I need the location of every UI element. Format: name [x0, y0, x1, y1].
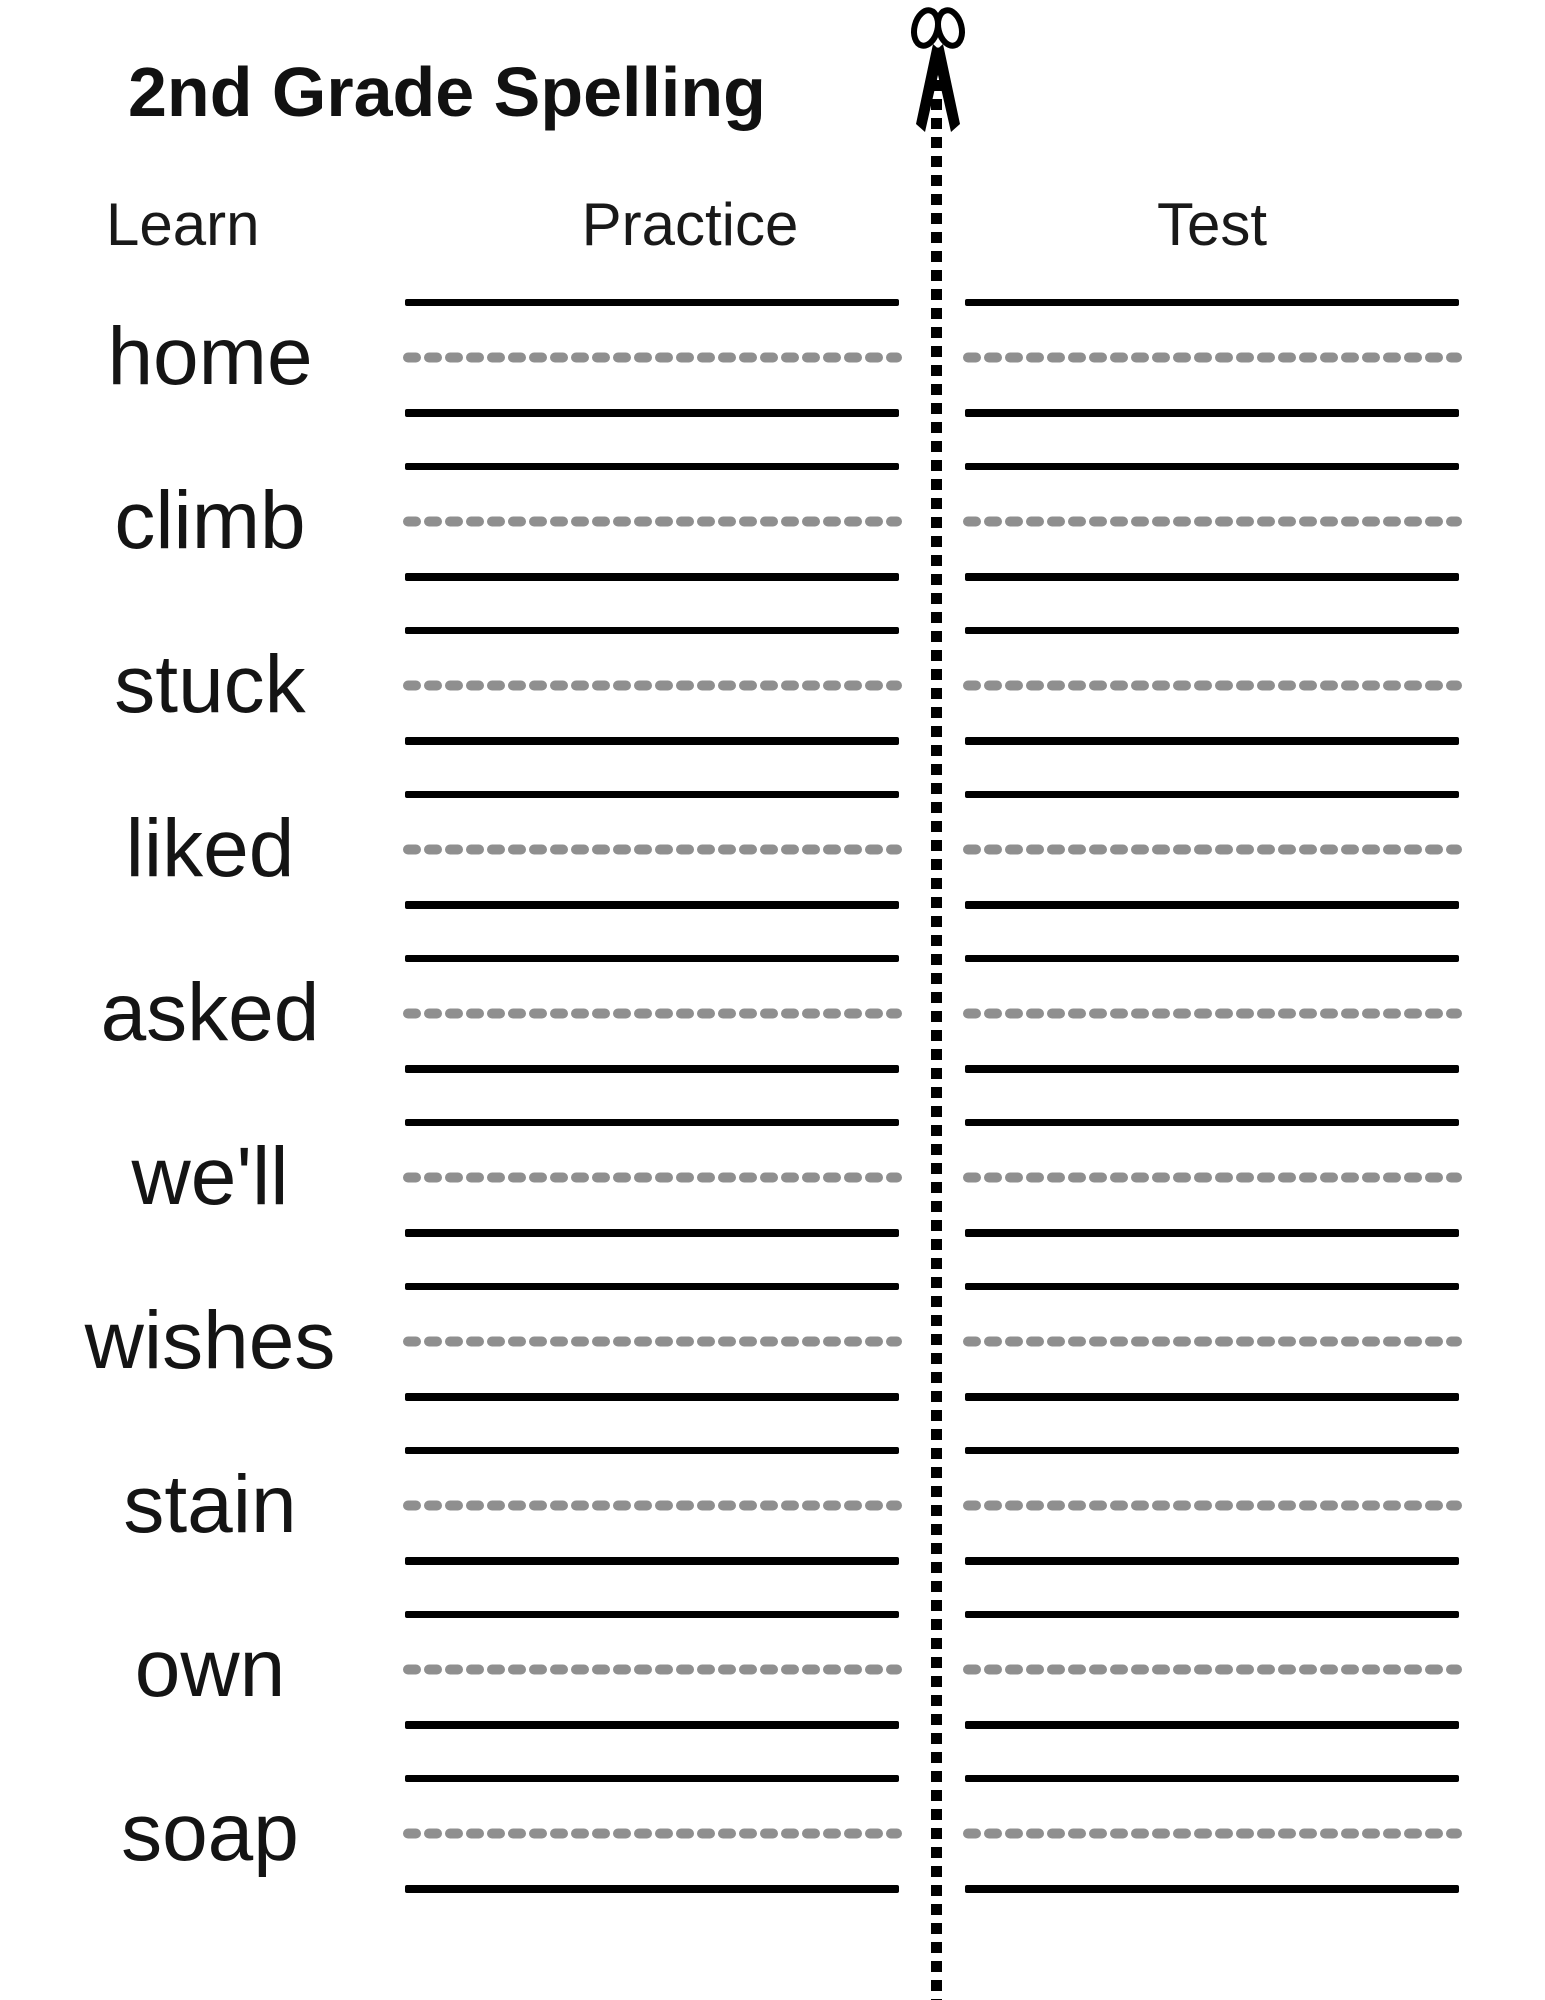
writing-line-bottom — [965, 1393, 1459, 1401]
writing-line-bottom — [965, 573, 1459, 581]
writing-guide-dashed-line — [962, 1828, 1463, 1839]
writing-guide-dashed-line — [402, 1828, 903, 1839]
writing-line-bottom — [405, 1065, 899, 1073]
spelling-word: home — [107, 311, 313, 402]
writing-guide-dashed-line — [402, 844, 903, 855]
column-header-test: Test — [1156, 191, 1268, 258]
writing-line-top — [965, 1775, 1459, 1782]
writing-line-bottom — [965, 1721, 1459, 1729]
writing-line-bottom — [965, 901, 1459, 909]
writing-guide-dashed-line — [962, 352, 1463, 363]
test-writing-lines — [962, 1775, 1463, 1893]
page-title: 2nd Grade Spelling — [128, 53, 766, 131]
word-row — [0, 1775, 1545, 1895]
writing-line-bottom — [965, 1885, 1459, 1893]
test-writing-lines — [962, 955, 1463, 1073]
writing-guide-dashed-line — [402, 352, 903, 363]
writing-line-bottom — [965, 1229, 1459, 1237]
writing-guide-dashed-line — [402, 1172, 903, 1183]
test-writing-lines — [962, 1119, 1463, 1237]
word-row — [0, 1611, 1545, 1731]
writing-line-top — [965, 955, 1459, 962]
writing-guide-dashed-line — [402, 516, 903, 527]
practice-writing-lines — [402, 1283, 903, 1401]
spelling-word: asked — [100, 967, 320, 1058]
writing-line-bottom — [405, 1557, 899, 1565]
scissors-icon — [909, 6, 967, 134]
writing-guide-dashed-line — [962, 516, 1463, 527]
writing-line-bottom — [405, 901, 899, 909]
writing-guide-dashed-line — [962, 1172, 1463, 1183]
writing-line-bottom — [405, 737, 899, 745]
writing-line-top — [965, 1611, 1459, 1618]
writing-guide-dashed-line — [962, 1664, 1463, 1675]
writing-line-top — [965, 791, 1459, 798]
writing-line-top — [405, 791, 899, 798]
word-row — [0, 1119, 1545, 1239]
practice-writing-lines — [402, 1447, 903, 1565]
writing-line-bottom — [405, 1885, 899, 1893]
practice-writing-lines — [402, 1611, 903, 1729]
test-writing-lines — [962, 791, 1463, 909]
test-writing-lines — [962, 463, 1463, 581]
writing-line-top — [405, 463, 899, 470]
writing-line-top — [405, 1283, 899, 1290]
column-header-learn: Learn — [106, 191, 260, 258]
writing-line-top — [405, 1119, 899, 1126]
test-writing-lines — [962, 1611, 1463, 1729]
writing-line-bottom — [405, 409, 899, 417]
spelling-word: stain — [123, 1459, 297, 1550]
writing-guide-dashed-line — [962, 1336, 1463, 1347]
writing-guide-dashed-line — [402, 680, 903, 691]
writing-guide-dashed-line — [402, 1664, 903, 1675]
spelling-word: stuck — [114, 639, 306, 730]
writing-line-top — [405, 1447, 899, 1454]
word-row — [0, 627, 1545, 747]
practice-writing-lines — [402, 1119, 903, 1237]
spelling-word: own — [134, 1623, 286, 1714]
practice-writing-lines — [402, 1775, 903, 1893]
practice-writing-lines — [402, 463, 903, 581]
test-writing-lines — [962, 299, 1463, 417]
spelling-word: climb — [114, 475, 306, 566]
writing-line-top — [405, 1775, 899, 1782]
practice-writing-lines — [402, 299, 903, 417]
writing-line-bottom — [965, 1065, 1459, 1073]
word-row — [0, 1447, 1545, 1567]
writing-line-bottom — [405, 1721, 899, 1729]
writing-guide-dashed-line — [402, 1500, 903, 1511]
writing-guide-dashed-line — [962, 1008, 1463, 1019]
writing-line-top — [405, 299, 899, 306]
practice-writing-lines — [402, 955, 903, 1073]
writing-line-bottom — [965, 1557, 1459, 1565]
writing-guide-dashed-line — [402, 1008, 903, 1019]
writing-line-top — [965, 463, 1459, 470]
word-row — [0, 955, 1545, 1075]
word-row — [0, 299, 1545, 419]
writing-line-bottom — [965, 409, 1459, 417]
word-row — [0, 791, 1545, 911]
writing-line-top — [965, 1283, 1459, 1290]
spelling-word: soap — [121, 1787, 299, 1878]
writing-guide-dashed-line — [962, 844, 1463, 855]
writing-line-top — [405, 955, 899, 962]
test-writing-lines — [962, 1283, 1463, 1401]
writing-line-top — [965, 299, 1459, 306]
word-row — [0, 463, 1545, 583]
writing-line-top — [405, 627, 899, 634]
practice-writing-lines — [402, 627, 903, 745]
spelling-word: liked — [125, 803, 295, 894]
test-writing-lines — [962, 1447, 1463, 1565]
writing-line-top — [965, 1447, 1459, 1454]
spelling-word: wishes — [84, 1295, 336, 1386]
writing-guide-dashed-line — [402, 1336, 903, 1347]
word-row — [0, 1283, 1545, 1403]
writing-guide-dashed-line — [962, 1500, 1463, 1511]
practice-writing-lines — [402, 791, 903, 909]
writing-line-bottom — [405, 1229, 899, 1237]
spelling-word: we'll — [131, 1131, 289, 1222]
writing-guide-dashed-line — [962, 680, 1463, 691]
writing-line-top — [965, 1119, 1459, 1126]
writing-line-bottom — [405, 573, 899, 581]
writing-line-bottom — [405, 1393, 899, 1401]
writing-line-top — [405, 1611, 899, 1618]
test-writing-lines — [962, 627, 1463, 745]
column-header-practice: Practice — [581, 191, 799, 258]
writing-line-top — [965, 627, 1459, 634]
writing-line-bottom — [965, 737, 1459, 745]
